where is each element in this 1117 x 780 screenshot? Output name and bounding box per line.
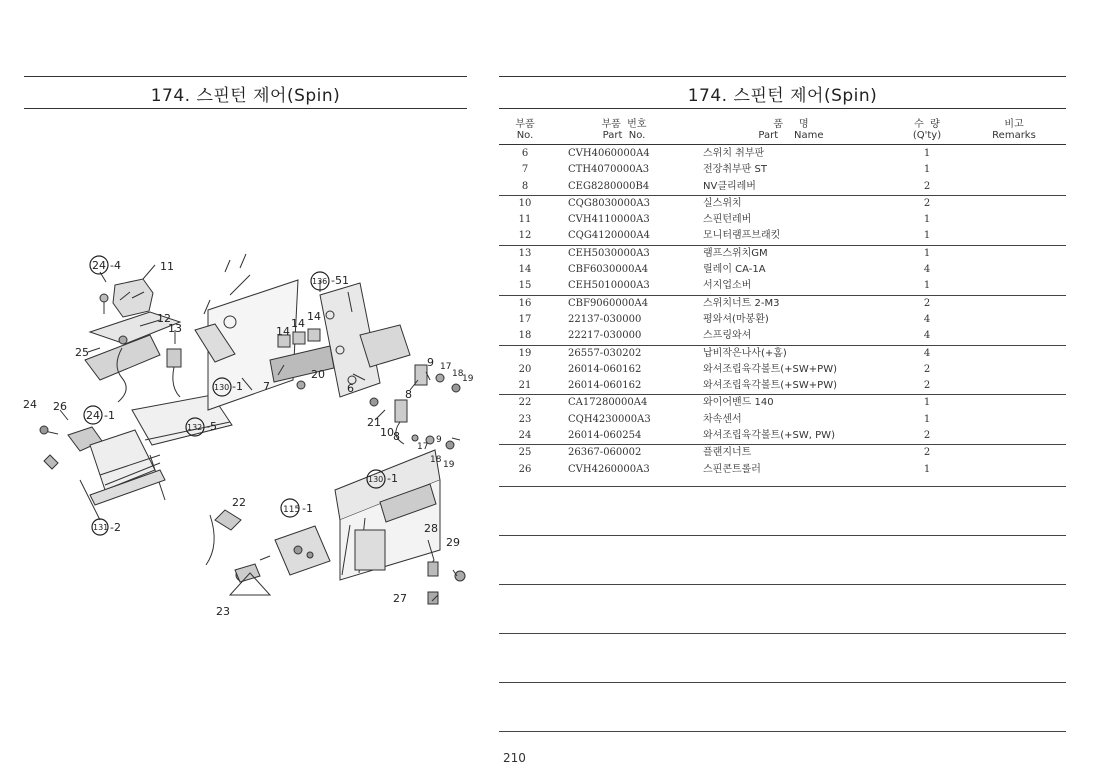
callout-131-suffix: -2 (110, 521, 121, 534)
callout-6: 6 (347, 382, 354, 395)
parts-table-body (499, 146, 1066, 478)
part-number: 26014-060162 (568, 363, 642, 375)
parts-table-header (499, 118, 1066, 144)
callout-24: 24 (23, 398, 37, 411)
callout-28: 28 (424, 522, 438, 535)
part-name: 스핀콘트롤러 (703, 463, 761, 475)
callout-24-4: 24 (92, 259, 106, 272)
table-row (499, 212, 1066, 228)
part-number: CA17280000A4 (568, 397, 648, 409)
part-name: 스핀턴레버 (703, 214, 752, 226)
quantity: 1 (923, 247, 931, 259)
callout-132: 132 (187, 423, 203, 432)
callout-136-suffix: -51 (331, 274, 349, 287)
callout-130b: 130 (368, 475, 384, 484)
callout-13: 13 (168, 322, 182, 335)
callout-18b: 18 (430, 455, 442, 465)
blank-rule (499, 584, 1066, 585)
part-name: 모니터램프브래킷 (703, 230, 781, 242)
part-number: 26014-060162 (568, 380, 642, 392)
callout-12: 12 (157, 312, 171, 325)
header-qty-ko: 수 량 (914, 119, 940, 130)
part-number: CBF6030000A4 (568, 264, 649, 276)
part-name: 릴레이 CA-1A (703, 264, 766, 276)
part-number: CQG4120000A4 (568, 230, 650, 242)
quantity: 2 (923, 180, 931, 192)
table-row (499, 428, 1066, 444)
quantity: 2 (923, 430, 931, 442)
header-no-ko: 부품 (515, 119, 535, 130)
part-number: CBF9060000A4 (568, 297, 649, 309)
part-number: 22137-030000 (568, 313, 642, 325)
left-page-title: 174. 스핀턴 제어(Spin) (150, 86, 341, 106)
part-number-index: 13 (518, 247, 532, 259)
header-remarks-en: Remarks (992, 130, 1036, 141)
part-name: 와이어밴드 140 (703, 397, 774, 409)
table-row (499, 196, 1066, 212)
quantity: 4 (923, 330, 931, 342)
quantity: 2 (923, 380, 931, 392)
table-row (499, 445, 1066, 461)
callout-26: 26 (53, 400, 67, 413)
quantity: 1 (923, 148, 931, 159)
table-row (499, 412, 1066, 428)
callout-24-1: 24 (86, 409, 100, 422)
header-no (499, 119, 551, 141)
quantity: 1 (923, 413, 931, 425)
part-number: CQH4230000A3 (568, 413, 651, 425)
part-number-index: 10 (518, 197, 532, 209)
header-remarks-ko: 비고 (1004, 119, 1024, 130)
part-name: 서지업소버 (703, 280, 752, 292)
callout-19a: 19 (462, 374, 474, 384)
part-number: 26014-060254 (568, 430, 642, 442)
part-name: 와셔조립육각볼트(+SW+PW) (703, 380, 837, 392)
blank-rule (499, 731, 1066, 732)
header-part-no-ko: 부품 번호 (601, 119, 647, 130)
part-number-index: 17 (518, 313, 532, 325)
part-number-index: 14 (518, 264, 532, 276)
quantity: 1 (923, 280, 931, 292)
part-number-index: 11 (518, 214, 532, 226)
quantity: 2 (923, 363, 931, 375)
part-number: 22217-030000 (568, 330, 642, 342)
part-number-index: 19 (518, 347, 532, 359)
part-number: 26557-030202 (568, 347, 642, 359)
header-qty (897, 119, 957, 141)
part-number-index: 15 (518, 280, 532, 292)
quantity: 4 (923, 313, 931, 325)
quantity: 1 (923, 214, 931, 226)
header-name-ko: 품 명 (773, 119, 809, 130)
part-number: CQG8030000A3 (568, 197, 650, 209)
part-number-index: 7 (521, 164, 529, 176)
table-row (499, 296, 1066, 312)
callout-130b-suffix: -1 (387, 472, 398, 485)
header-name-en: Part Name (758, 130, 824, 141)
quantity: 2 (923, 447, 931, 459)
title-bottom-rule (499, 108, 1066, 109)
callout-27: 27 (393, 592, 407, 605)
exploded-parts-diagram (20, 240, 490, 620)
callout-10: 10 (380, 426, 394, 439)
part-number: CVH4260000A3 (568, 463, 650, 475)
callout-8b: 8 (393, 430, 400, 443)
callout-115-suffix: -1 (302, 502, 313, 515)
part-number: CEG8280000B4 (568, 180, 650, 192)
callout-14a: 14 (276, 325, 290, 338)
part-name: 스프링와셔 (703, 330, 752, 342)
quantity: 1 (923, 463, 931, 475)
part-name: 스위치너트 2-M3 (703, 297, 780, 309)
callout-131: 131 (93, 523, 109, 532)
table-row (499, 362, 1066, 378)
callout-17b: 17 (417, 442, 429, 452)
part-number-index: 21 (518, 380, 532, 392)
part-number-index: 16 (518, 297, 532, 309)
callout-14c: 14 (307, 310, 321, 323)
callout-9b: 9 (436, 435, 442, 445)
quantity: 4 (923, 264, 931, 276)
quantity: 1 (923, 230, 931, 242)
table-row (499, 262, 1066, 278)
table-row (499, 462, 1066, 478)
callout-136: 136 (312, 277, 328, 286)
part-name: 플랜지너트 (703, 447, 752, 459)
quantity: 1 (923, 164, 931, 176)
page-number: 210 (503, 751, 526, 765)
part-name: 실스위치 (703, 197, 742, 209)
quantity: 2 (923, 197, 931, 209)
part-number-index: 24 (518, 430, 532, 442)
callout-14b: 14 (291, 317, 305, 330)
part-number-index: 22 (518, 397, 532, 409)
callout-130a-suffix: -1 (232, 380, 243, 393)
part-number-index: 20 (518, 363, 532, 375)
part-number-index: 23 (518, 413, 532, 425)
table-row (499, 328, 1066, 344)
part-name: 납비작은나사(+홈) (703, 347, 787, 359)
table-row (499, 312, 1066, 328)
table-row (499, 378, 1066, 394)
table-row (499, 179, 1066, 195)
part-name: 스위치 취부판 (703, 148, 765, 159)
callout-9: 9 (427, 356, 434, 369)
callout-17a: 17 (440, 362, 452, 372)
part-number: CTH4070000A3 (568, 164, 650, 176)
table-row (499, 278, 1066, 294)
part-number: 26367-060002 (568, 447, 642, 459)
title-bottom-rule (24, 108, 467, 109)
table-row (499, 146, 1066, 162)
callout-19b: 19 (443, 460, 455, 470)
part-number: CVH4060000A4 (568, 148, 650, 159)
part-number-index: 18 (518, 330, 532, 342)
part-name: NV클리레버 (703, 180, 756, 192)
header-no-en: No. (516, 130, 534, 141)
right-title-block (499, 76, 1066, 109)
callout-29: 29 (446, 536, 460, 549)
table-row (499, 395, 1066, 411)
quantity: 2 (923, 297, 931, 309)
part-number: CEH5010000A3 (568, 280, 650, 292)
blank-rule (499, 486, 1066, 487)
right-page-title: 174. 스핀턴 제어(Spin) (687, 86, 878, 106)
callout-11: 11 (160, 260, 174, 273)
header-name (721, 119, 861, 141)
part-number: CVH4110000A3 (568, 214, 650, 226)
callout-130a: 130 (214, 383, 230, 392)
callout-25: 25 (75, 346, 89, 359)
callout-24-4-suffix: -4 (110, 259, 121, 272)
header-remarks (983, 119, 1045, 141)
callout-18a: 18 (452, 369, 464, 379)
part-name: 평와셔(마봉환) (703, 313, 769, 325)
quantity: 1 (923, 397, 931, 409)
quantity: 4 (923, 347, 931, 359)
blank-rule (499, 535, 1066, 536)
part-number-index: 8 (521, 180, 529, 192)
blank-rule (499, 682, 1066, 683)
callout-24-1-suffix: -1 (104, 409, 115, 422)
callout-22: 22 (232, 496, 246, 509)
part-name: 전장취부판 ST (703, 164, 767, 176)
callout-20: 20 (311, 368, 325, 381)
header-rule (499, 144, 1066, 145)
table-row (499, 346, 1066, 362)
part-name: 와셔조립육각볼트(+SW+PW) (703, 363, 837, 375)
part-number-index: 12 (518, 230, 532, 242)
table-row (499, 162, 1066, 178)
callout-23: 23 (216, 605, 230, 618)
header-part-no (569, 119, 679, 141)
table-row (499, 228, 1066, 244)
callout-132-suffix: -5 (206, 420, 217, 433)
part-number-index: 25 (518, 447, 532, 459)
callout-7: 7 (263, 380, 270, 393)
left-title-block (24, 76, 467, 109)
part-number: CEH5030000A3 (568, 247, 650, 259)
part-name: 와셔조립육각볼트(+SW, PW) (703, 430, 835, 442)
part-number-index: 6 (521, 148, 529, 159)
header-qty-en: (Q'ty) (912, 130, 942, 141)
table-row (499, 246, 1066, 262)
part-name: 차속센서 (703, 413, 742, 425)
blank-rule (499, 633, 1066, 634)
callout-8a: 8 (405, 388, 412, 401)
part-number-index: 26 (518, 463, 532, 475)
callout-21: 21 (367, 416, 381, 429)
callout-115: 115 (283, 505, 301, 515)
header-part-no-en: Part No. (602, 130, 646, 141)
part-name: 램프스위치GM (703, 247, 768, 259)
